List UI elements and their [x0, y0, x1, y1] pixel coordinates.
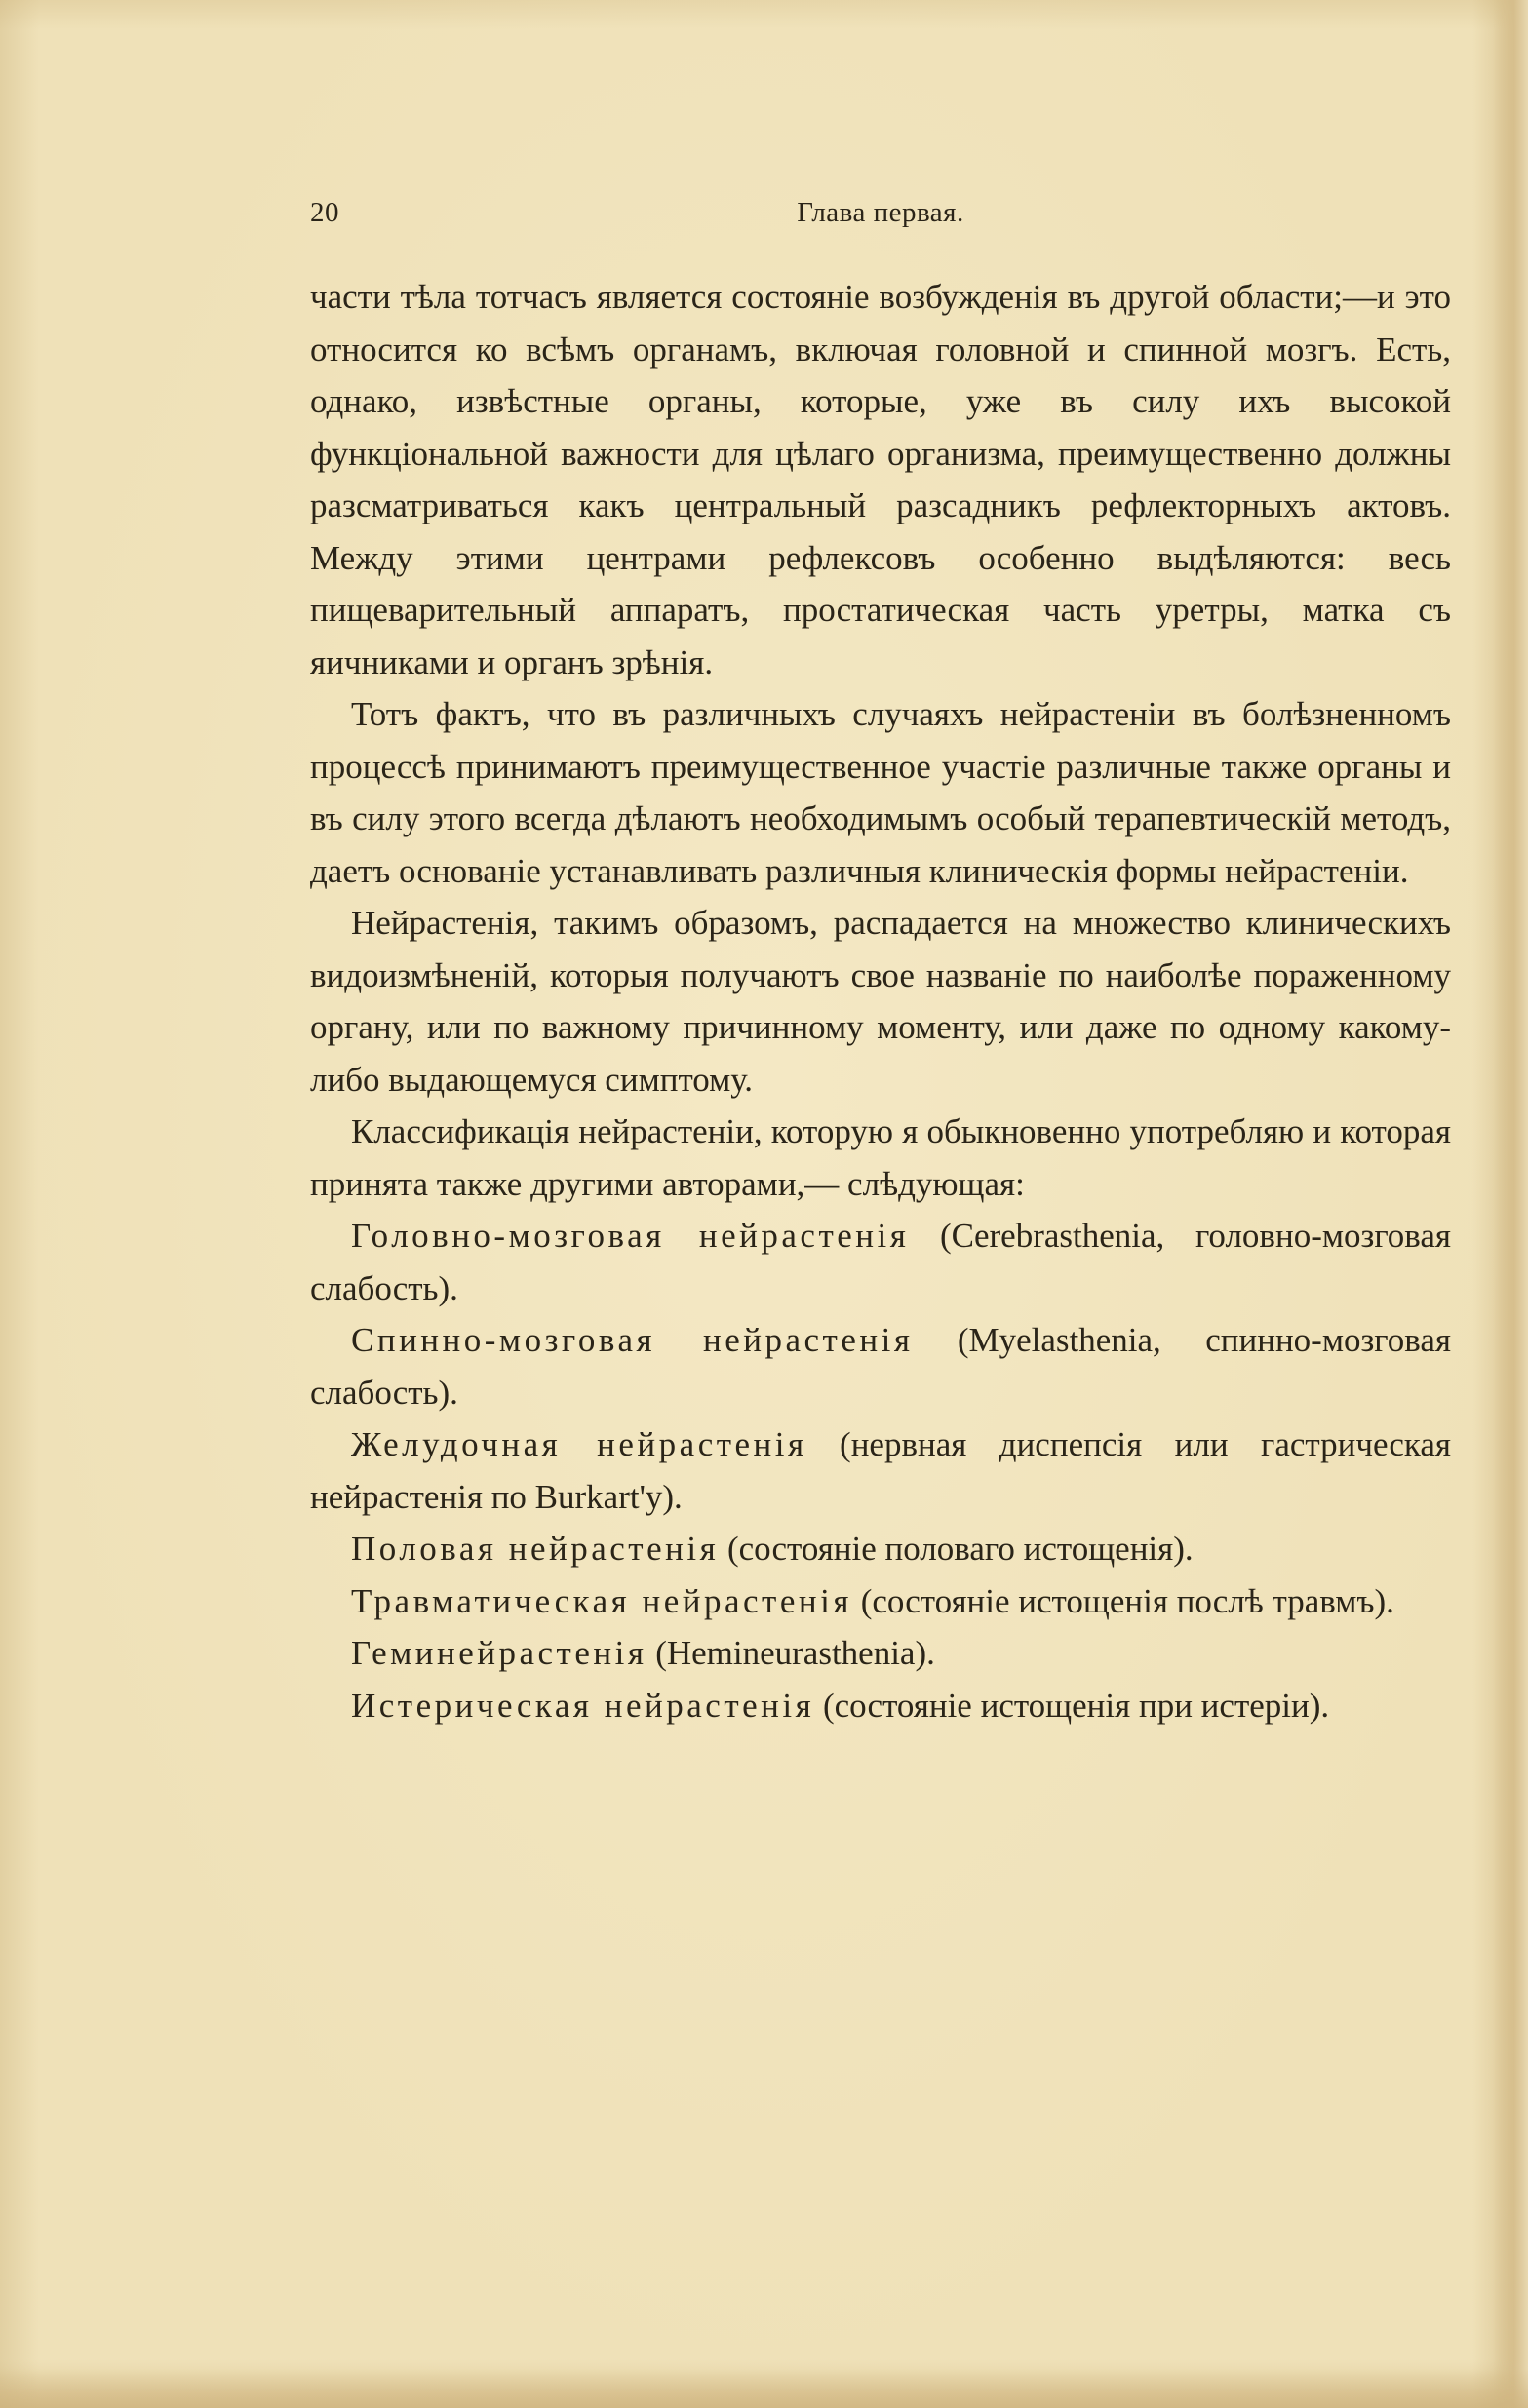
paragraph: Нейрастенія, такимъ образомъ, распадается на множество клиническихъ видоизмѣненій, которыя получаютъ свое названіе по наиболѣе пораженному органу, или по важному причинному моменту, или даже по одному какому-либо выдающемуся симптому. — [310, 904, 1451, 1099]
classification-item-title: Спинно-мозговая нейрастенія — [351, 1321, 914, 1359]
classification-item-text: (Hemineurasthenia). — [646, 1634, 935, 1672]
classification-item — [310, 1523, 1451, 1575]
classification-item-title: Половая нейрастенія — [351, 1530, 720, 1568]
classification-item-text: (нервная диспепсія или гастрическая нейрастенія по Burkart'у). — [310, 1425, 1451, 1516]
classification-item — [310, 1210, 1451, 1314]
classification-item-title: Геминейрастенія — [351, 1634, 647, 1672]
classification-item-text: (состояніе истощенія послѣ травмъ). — [851, 1581, 1394, 1620]
classification-item — [310, 1680, 1451, 1732]
paragraph: Классификація нейрастеніи, которую я обыкновенно употребляю и которая принята также другими авторами,— слѣдующая: — [310, 1112, 1451, 1203]
classification-item — [310, 1314, 1451, 1418]
classification-item-title: Травматическая нейрастенія — [351, 1581, 852, 1620]
classification-item — [310, 1627, 1451, 1680]
page-header — [310, 197, 1451, 236]
classification-item — [310, 1575, 1451, 1628]
page-number: 20 — [310, 197, 339, 228]
classification-item — [310, 1418, 1451, 1523]
paragraph: Тотъ фактъ, что въ различныхъ случаяхъ нейрастеніи въ болѣзненномъ процессѣ принимаютъ преимущественное участіе различные также органы и въ силу этого всегда дѣлаютъ необходимымъ особый терапевтическій методъ, даетъ основаніе устанавливать различныя клиническія формы нейрастеніи. — [310, 695, 1451, 890]
page-body — [310, 271, 1451, 1731]
page-edge-right — [1493, 0, 1528, 2408]
classification-item-text: (состояніе истощенія при истеріи). — [814, 1686, 1330, 1725]
classification-item-title: Истерическая нейрастенія — [351, 1686, 815, 1725]
classification-item-title: Головно-мозговая нейрастенія — [351, 1217, 910, 1255]
paragraph: части тѣла тотчасъ является состояніе возбужденія въ другой области;—и это относится ко всѣмъ органамъ, включая головной и спинной мозгъ. Есть, однако, извѣстные органы, которые, уже въ силу ихъ высокой функціональной важности для цѣлаго организма, преимущественно должны разсматриваться какъ центральный разсадникъ рефлекторныхъ актовъ. Между этими центрами рефлексовъ особенно выдѣляются: весь пищеварительный аппаратъ, простатическая часть уретры, матка съ яичниками и органъ зрѣнія. — [310, 278, 1451, 681]
running-head: Глава первая. — [797, 197, 964, 228]
page-edge-bottom — [0, 2369, 1528, 2408]
classification-item-text: (Myelasthenia, спинно-мозговая слабость). — [310, 1321, 1451, 1412]
classification-item-text: (Cerebrasthenia, головно-мозговая слабость). — [310, 1217, 1452, 1307]
classification-item-text: (состояніе половаго истощенія). — [719, 1530, 1194, 1568]
classification-item-title: Желудочная нейрастенія — [351, 1425, 807, 1463]
